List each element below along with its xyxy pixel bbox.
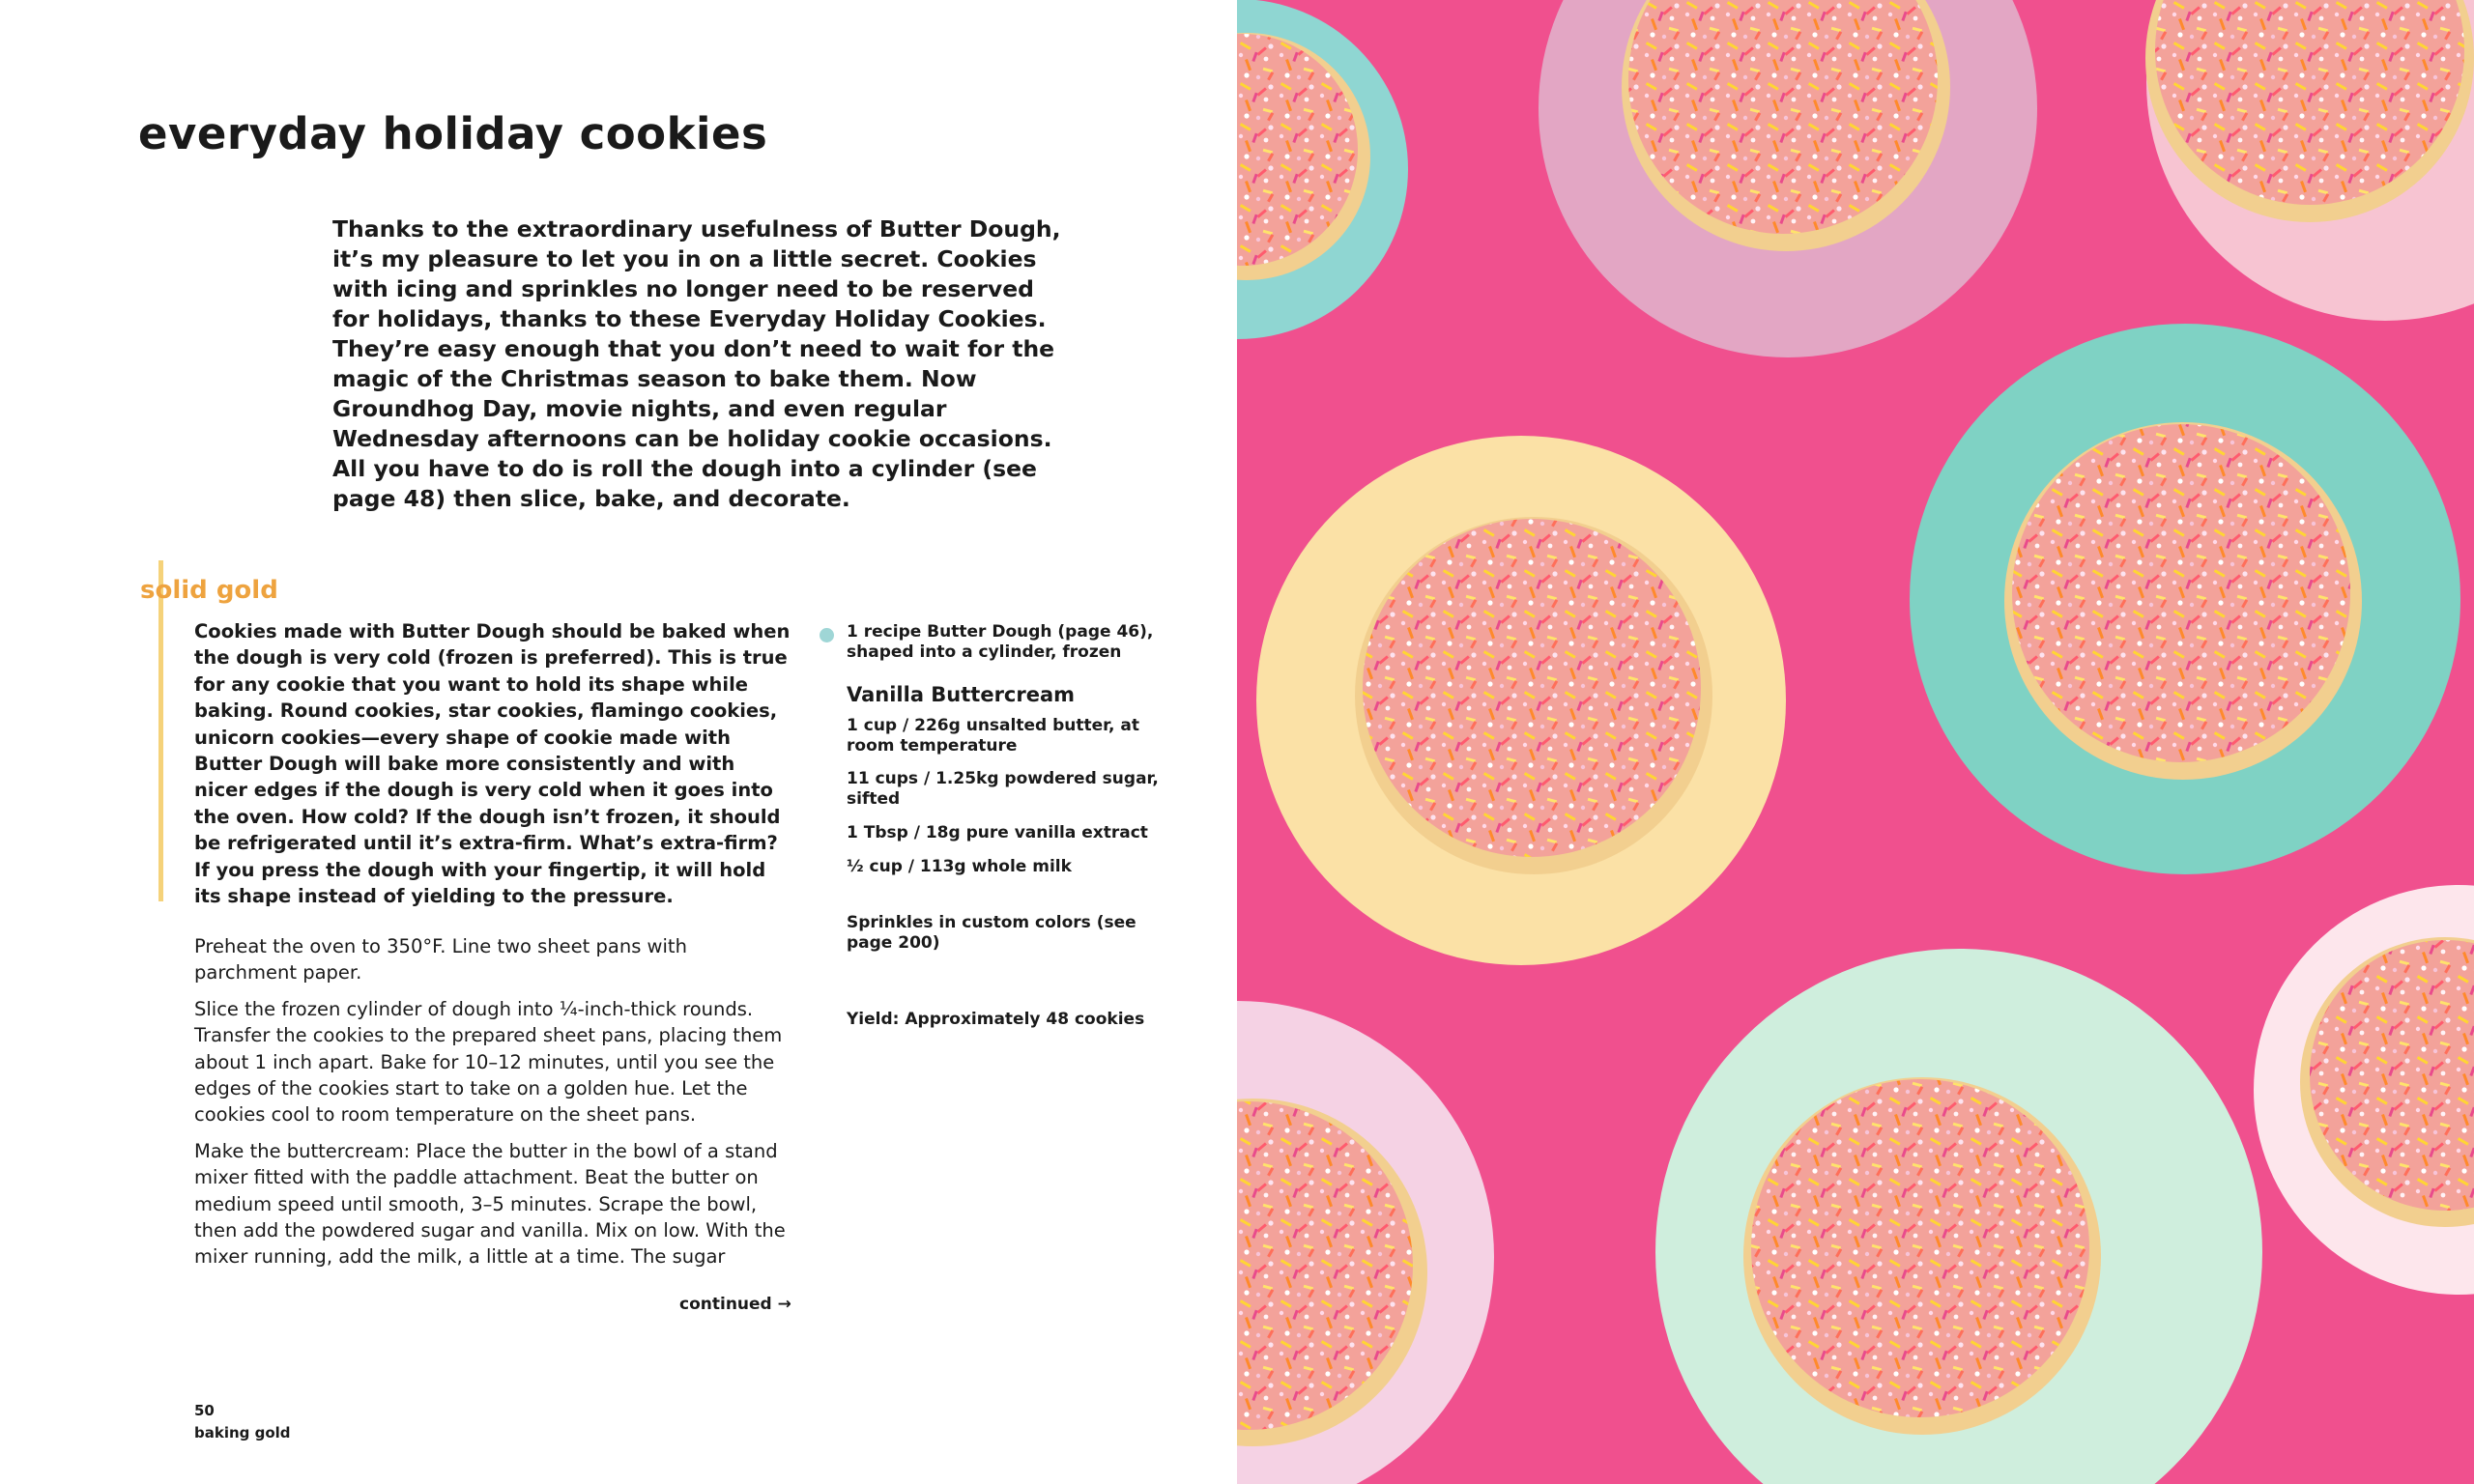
tip-accent-bar — [158, 560, 163, 901]
method-step-2: Slice the frozen cylinder of dough into ¼-inch-thick rounds. Transfer the cookies to the prepared sheet pans, placing them about 1 inch apart. Bake for 10–12 minutes, until you see the edges of the cookies start to take on a golden hue. Let the cookies cool to room temperature on the sheet pans. — [194, 997, 783, 1127]
ingredient-list — [847, 622, 1165, 1030]
ingredient-vanilla: 1 Tbsp / 18g pure vanilla extract — [847, 823, 1148, 842]
method-steps — [194, 933, 793, 1280]
section-name: baking gold — [194, 1424, 291, 1441]
folio — [194, 1400, 291, 1444]
tip-body: Cookies made with Butter Dough should be baked when the dough is very cold (frozen is preferred). This is true for any cookie that you want to hold its shape while baking. Round cookies, star cookies, flamingo cookies, unicorn cookies—every shape of cookie made with Butter Dough will bake more consistently and with nicer edges if the dough is very cold when it goes into the oven. How cold? If the dough isn’t frozen, it should be refrigerated until it’s extra-firm. What’s extra-firm? If you press the dough with your fingertip, it will hold its shape instead of yielding to the pressure. — [194, 620, 791, 908]
method-step-1: Preheat the oven to 350°F. Line two sheet pans with parchment paper. — [194, 935, 687, 985]
cookie-photo-illustration — [1237, 0, 2474, 1484]
ingredient-milk: ½ cup / 113g whole milk — [847, 857, 1072, 876]
ingredient-sugar: 11 cups / 1.25kg powdered sugar, sifted — [847, 769, 1159, 809]
buttercream-heading: Vanilla Buttercream — [847, 683, 1076, 706]
continued-link[interactable]: continued → — [679, 1295, 791, 1314]
tip-label: solid gold — [140, 576, 278, 605]
ingredient-sprinkles: Sprinkles in custom colors (see page 200) — [847, 913, 1136, 953]
ingredient-dough: 1 recipe Butter Dough (page 46), shaped into a cylinder, frozen — [847, 622, 1154, 662]
intro-paragraph: Thanks to the extraordinary usefulness of Butter Dough, it’s my pleasure to let you in on a little secret. Cookies with icing and sprinkles no longer need to be reserved for holidays, thanks to these Everyday Holiday Cookies. They’re easy enough that you don’t need to wait for the magic of the Christmas season to bake them. Now Groundhog Day, movie nights, and even regular Wednesday afternoons can be holiday cookie occasions. All you have to do is roll the dough into a cylinder (see page 48) then slice, bake, and decorate. — [332, 215, 1061, 512]
method-step-3: Make the buttercream: Place the butter in the bowl of a stand mixer fitted with the paddle attachment. Beat the butter on medium speed until smooth, 3–5 minutes. Scrape the bowl, then add the powdered sugar and vanilla. Mix on low. With the mixer running, add the milk, a little at a time. The sugar — [194, 1139, 786, 1269]
yield-note: Yield: Approximately 48 cookies — [847, 1010, 1145, 1029]
page-number: 50 — [194, 1402, 215, 1419]
page-title: everyday holiday cookies — [138, 108, 768, 159]
ingredient-butter: 1 cup / 226g unsalted butter, at room temperature — [847, 716, 1139, 756]
bullet-dot-icon — [820, 628, 834, 642]
cookie-photo — [1237, 0, 2474, 1484]
